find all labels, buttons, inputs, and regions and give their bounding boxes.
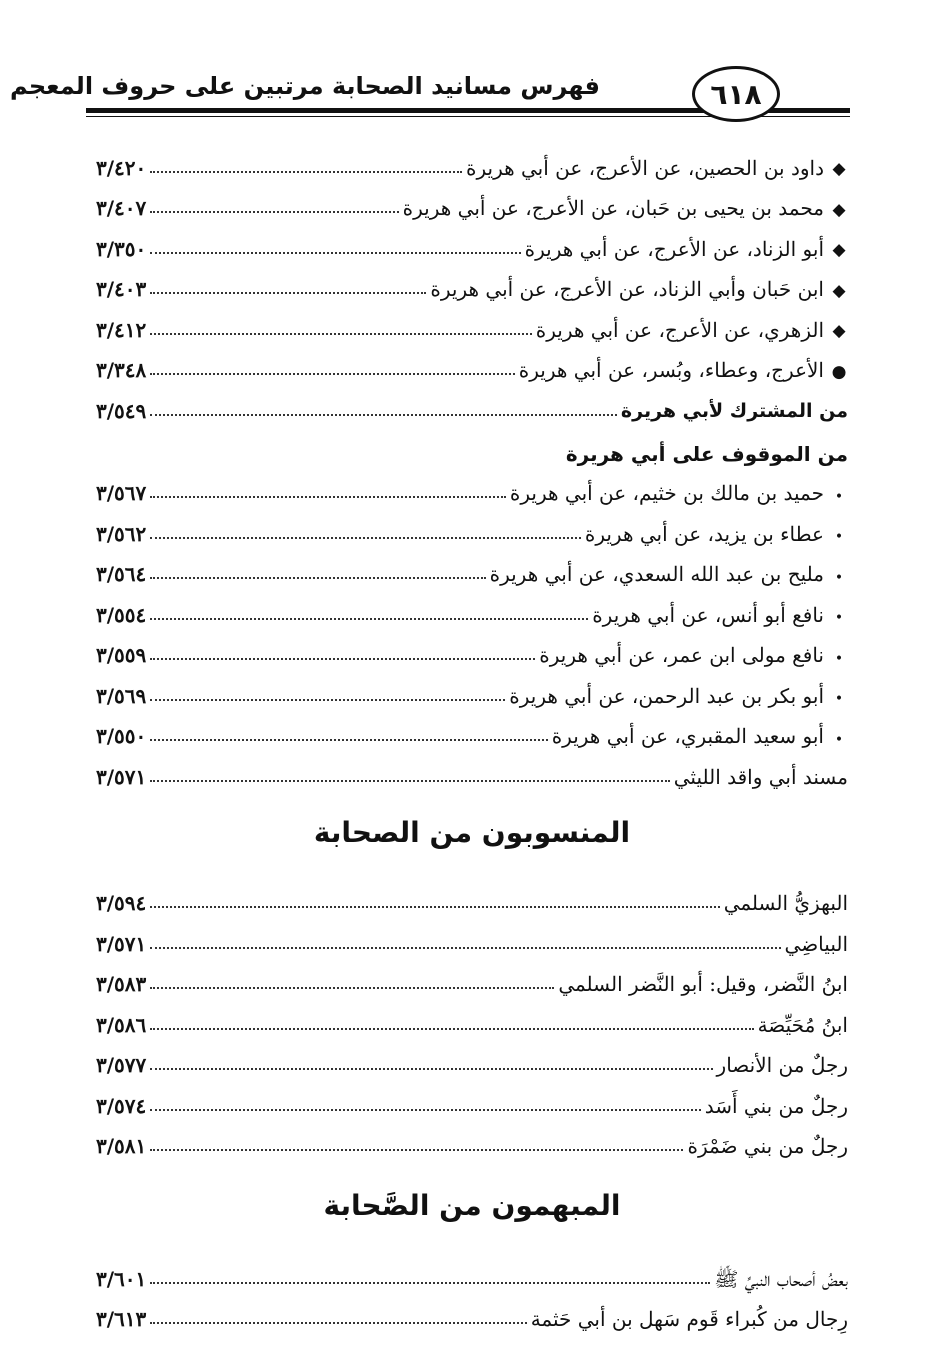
dot-leader: [150, 333, 531, 335]
entry-label: نافع مولى ابن عمر، عن أبي هريرة: [539, 643, 824, 667]
dot-leader: [150, 537, 581, 539]
dot-bullet-icon: •: [834, 610, 844, 627]
index-entry: [96, 587, 848, 628]
dot-leader: [150, 1282, 710, 1284]
index-content: [96, 140, 848, 1332]
index-entry: [96, 547, 848, 588]
dot-bullet-icon: •: [834, 731, 844, 748]
index-entry-mushtarak: [96, 383, 848, 424]
index-entry-musnad: [96, 749, 848, 790]
entry-reference: ٣/٥٥٠: [96, 724, 147, 748]
subheading-mawquf: من الموقوف على أبي هريرة: [565, 441, 848, 466]
index-entry: [96, 957, 848, 998]
section-title-mansubun: المنسوبون من الصحابة: [313, 816, 631, 849]
entry-label: عطاء بن يزيد، عن أبي هريرة: [584, 521, 824, 546]
dot-leader: [150, 1322, 526, 1324]
entry-label: ابنُ مُحَيِّصَة: [757, 1012, 848, 1037]
index-entry: [96, 876, 848, 917]
entry-reference: ٣/٥٧٤: [96, 1093, 147, 1118]
index-entry: [96, 709, 848, 750]
entry-reference: ٣/٥٥٤: [96, 602, 147, 627]
diamond-bullet-icon: ◆: [832, 240, 846, 261]
entry-label: البهزيُّ السلمي: [723, 891, 848, 915]
index-entry: [96, 1292, 848, 1333]
dot-leader: [150, 1109, 700, 1111]
dot-leader: [150, 947, 780, 949]
entry-label: أبو بكر بن عبد الرحمن، عن أبي هريرة: [509, 683, 824, 708]
entry-label: بعضُ أصحاب النبيِّ ﷺ: [714, 1266, 848, 1291]
section-title-mubhamun: المبهمون من الصَّحابة: [323, 1188, 621, 1222]
dot-leader: [150, 658, 535, 660]
index-entry: [96, 916, 848, 957]
index-entry: [96, 262, 848, 303]
dot-leader: [150, 780, 669, 782]
dot-leader: [150, 618, 588, 620]
diamond-bullet-icon: ◆: [832, 159, 846, 180]
index-entry: [96, 1251, 848, 1292]
entry-label: الزهري، عن الأعرج، عن أبي هريرة: [535, 317, 824, 342]
dot-bullet-icon: •: [834, 488, 844, 505]
dot-leader: [150, 987, 554, 989]
entry-reference: ٣/٥٨٣: [96, 972, 147, 996]
entry-reference: ٣/٦١٣: [96, 1307, 147, 1331]
index-entry: [96, 628, 848, 669]
entry-reference: ٣/٣٥٠: [96, 236, 147, 261]
entry-label: مسند أبي واقد الليثي: [673, 764, 848, 789]
entry-reference: ٣/٥٦٧: [96, 481, 147, 505]
index-entry: [96, 997, 848, 1038]
dot-leader: [150, 739, 547, 741]
diamond-bullet-icon: ◆: [832, 199, 846, 220]
entry-label: الأعرج، وعطاء، وبُسر، عن أبي هريرة: [518, 358, 824, 382]
dot-bullet-icon: •: [834, 569, 844, 586]
entry-label: من المشترك لأبي هريرة: [620, 399, 848, 422]
index-entry: [96, 221, 848, 262]
entry-reference: ٣/٥٦٩: [96, 683, 147, 708]
entry-label: أبو سعيد المقبري، عن أبي هريرة: [551, 724, 824, 748]
index-entry: [96, 668, 848, 709]
dot-leader: [150, 699, 505, 701]
entry-reference: ٣/٦٠١: [96, 1266, 147, 1291]
diamond-bullet-icon: ◆: [832, 280, 846, 301]
entry-label: رجلٌ من بني ضَمْرَة: [687, 1134, 848, 1158]
index-entry: [96, 1078, 848, 1119]
entry-label: محمد بن يحيى بن حَبان، عن الأعرج، عن أبي هريرة: [402, 196, 824, 220]
entry-reference: ٣/٥٨١: [96, 1134, 147, 1158]
entry-label: مليح بن عبد الله السعدي، عن أبي هريرة: [489, 562, 824, 586]
header-title: فهرس مسانيد الصحابة مرتبين على حروف المعجم: [10, 72, 600, 100]
dot-leader: [150, 906, 719, 908]
dot-leader: [150, 577, 485, 579]
dot-bullet-icon: •: [834, 691, 844, 708]
dot-bullet-icon: •: [834, 650, 844, 667]
running-header: [10, 66, 850, 126]
entry-reference: ٣/٤٠٣: [96, 277, 147, 301]
entry-reference: ٣/٤٠٧: [96, 196, 147, 220]
circle-bullet-icon: ●: [831, 361, 847, 382]
index-entry: [96, 181, 848, 222]
entry-reference: ٣/٥٧٧: [96, 1053, 147, 1077]
entry-label: رِجال من كُبراء قَوم سَهل بن أبي حَثمة: [530, 1307, 848, 1331]
entry-label: حميد بن مالك بن خثيم، عن أبي هريرة: [509, 481, 824, 505]
index-entry: [96, 302, 848, 343]
dot-leader: [150, 292, 426, 294]
index-entry: [96, 1038, 848, 1079]
dot-leader: [150, 252, 520, 254]
entry-label: رجلٌ من بني أَسَد: [704, 1093, 848, 1118]
dot-leader: [150, 373, 515, 375]
entry-reference: ٣/٥٤٩: [96, 398, 147, 423]
page-number: ٦١٨: [692, 66, 780, 122]
index-entry: [96, 506, 848, 547]
dot-leader: [150, 1068, 712, 1070]
entry-reference: ٣/٥٦٤: [96, 562, 147, 586]
entry-reference: ٣/٥٩٤: [96, 891, 147, 915]
entry-label: ابنُ النَّضر، وقيل: أبو النَّضر السلمي: [558, 972, 848, 996]
dot-leader: [150, 171, 462, 173]
index-entry: [96, 140, 848, 181]
dot-leader: [150, 496, 506, 498]
entry-reference: ٣/٣٤٨: [96, 358, 147, 382]
entry-label: البياضِي: [784, 931, 848, 956]
entry-label: ابن حَبان وأبي الزناد، عن الأعرج، عن أبي هريرة: [430, 277, 824, 301]
entry-reference: ٣/٥٥٩: [96, 643, 147, 667]
entry-label: أبو الزناد، عن الأعرج، عن أبي هريرة: [524, 236, 824, 261]
entry-reference: ٣/٥٦٢: [96, 521, 147, 546]
entry-label: نافع أبو أنس، عن أبي هريرة: [592, 602, 824, 627]
dot-leader: [150, 414, 617, 416]
entry-reference: ٣/٤٢٠: [96, 155, 147, 180]
index-entry: [96, 343, 848, 384]
index-entry: [96, 466, 848, 507]
entry-label: داود بن الحصين، عن الأعرج، عن أبي هريرة: [465, 155, 824, 180]
entry-reference: ٣/٥٧١: [96, 764, 147, 789]
dot-leader: [150, 1149, 683, 1151]
entry-reference: ٣/٥٧١: [96, 931, 147, 956]
dot-bullet-icon: •: [834, 529, 844, 546]
diamond-bullet-icon: ◆: [832, 321, 846, 342]
entry-reference: ٣/٤١٢: [96, 317, 147, 342]
index-entry: [96, 1119, 848, 1160]
entry-label: رجلٌ من الأنصار: [716, 1053, 848, 1077]
entry-reference: ٣/٥٨٦: [96, 1012, 147, 1037]
dot-leader: [150, 1028, 753, 1030]
dot-leader: [150, 211, 398, 213]
